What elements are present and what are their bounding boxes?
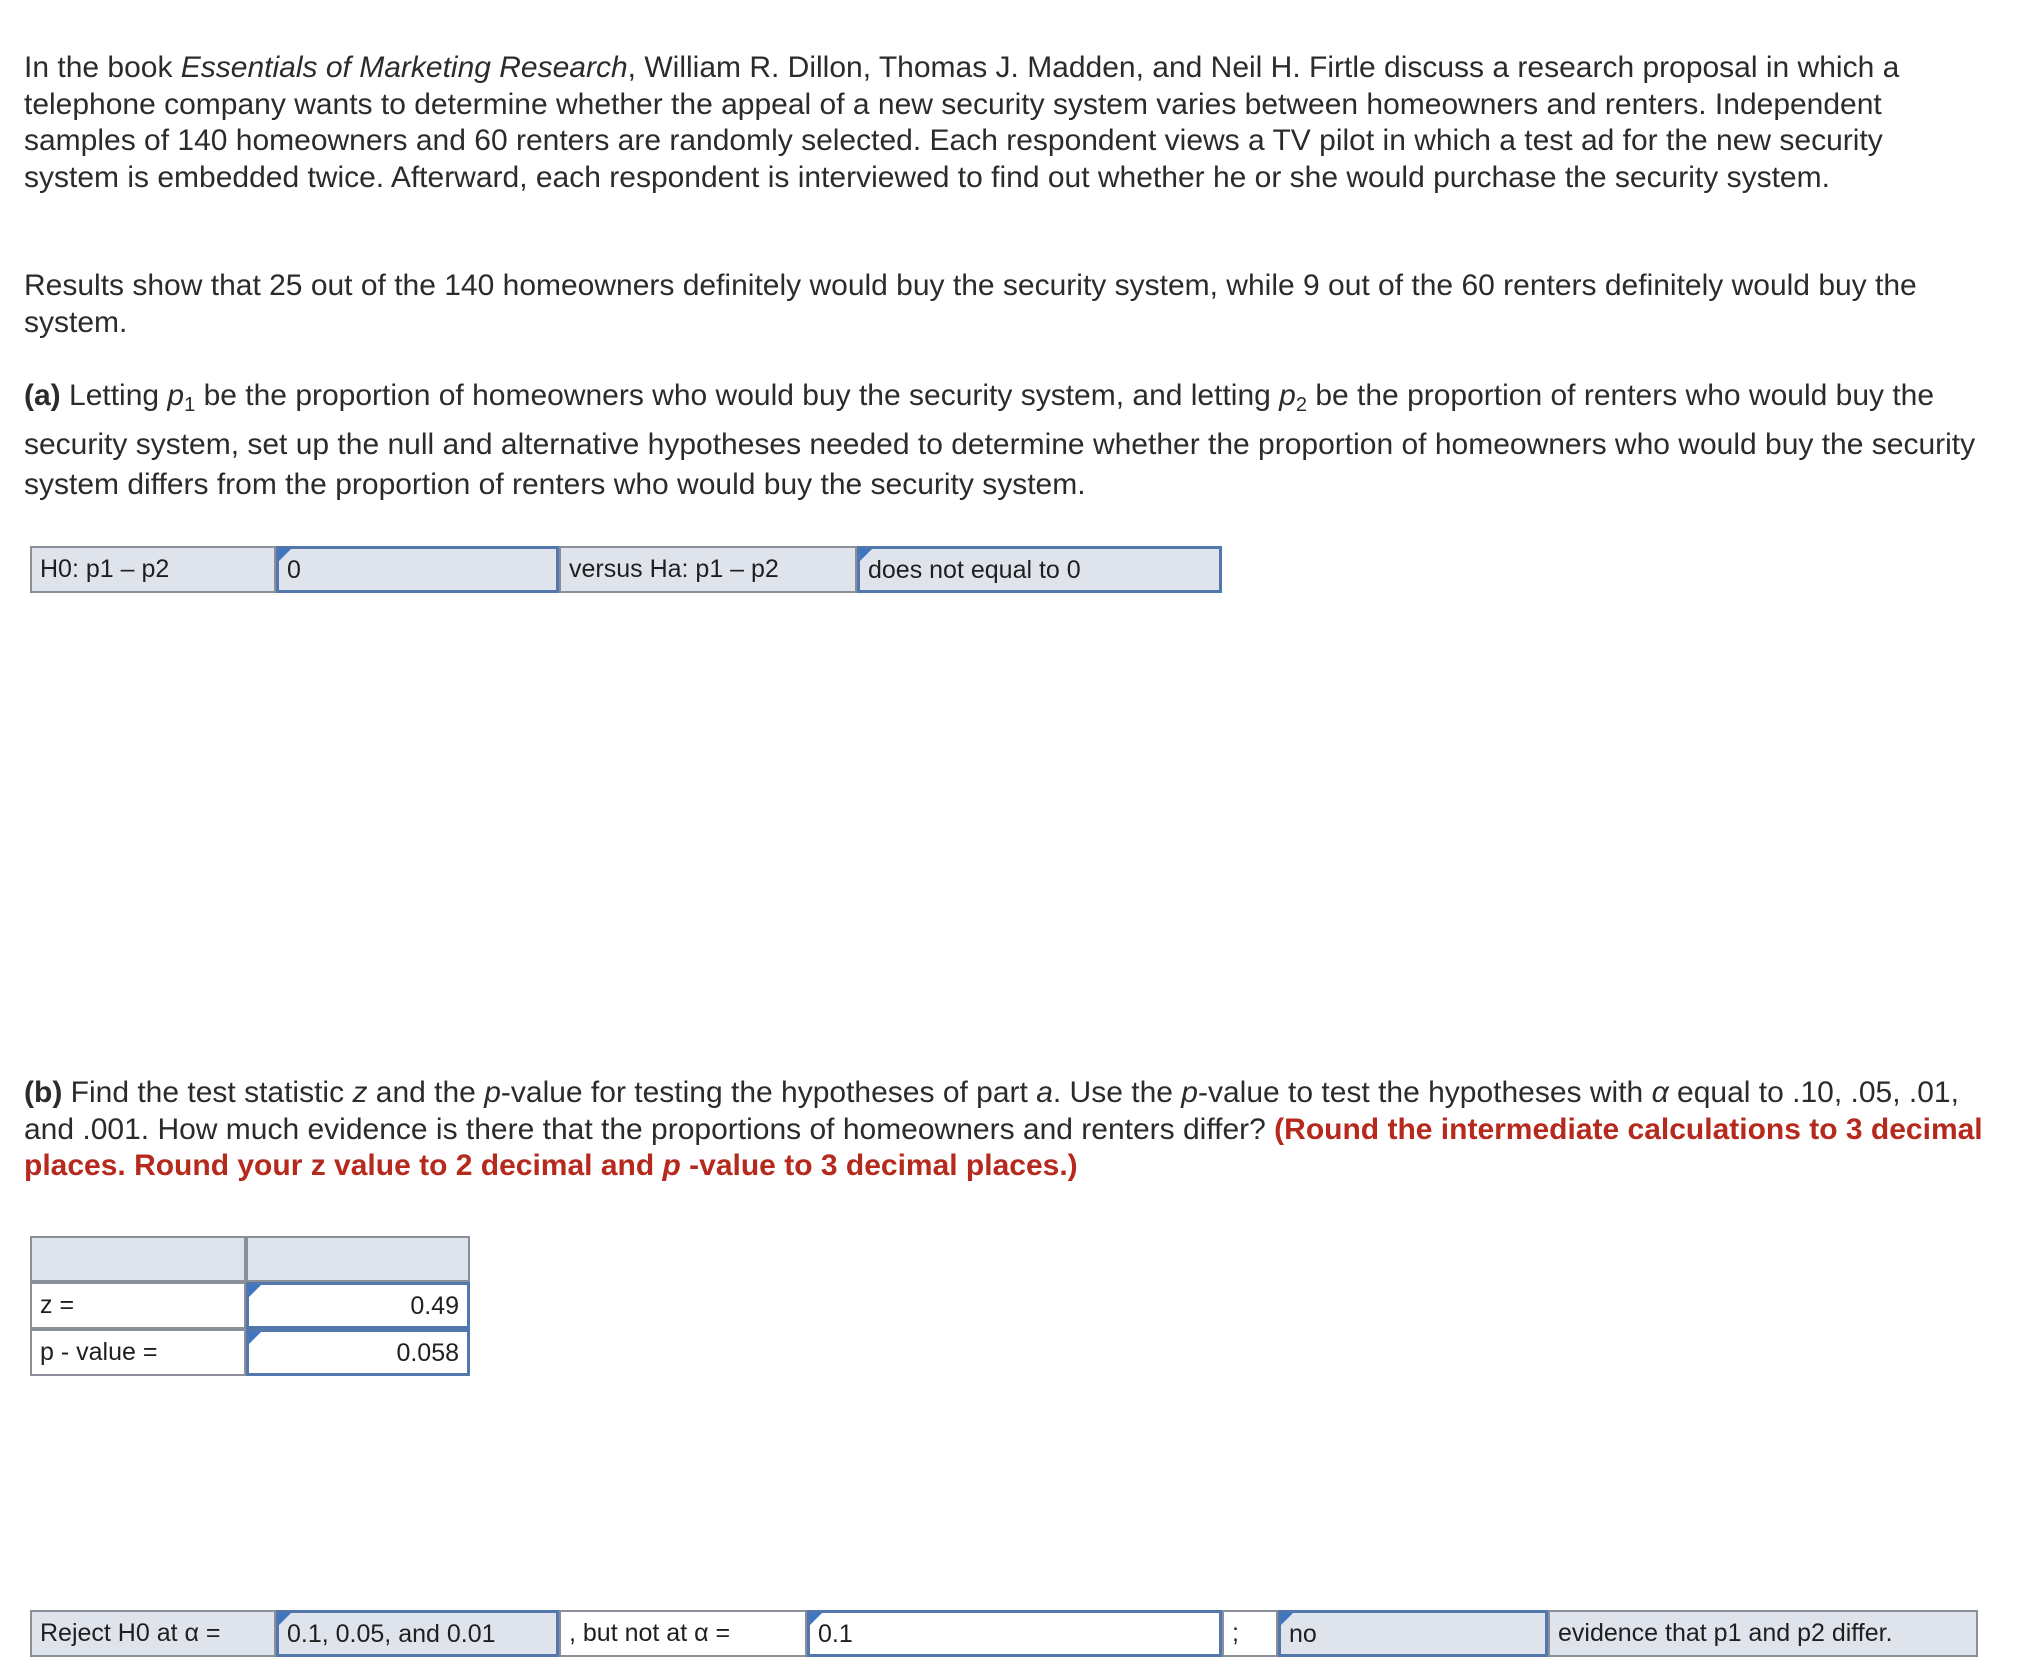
z-label: z = (30, 1282, 246, 1329)
h0-label: H0: p1 – p2 (30, 546, 276, 593)
p-value-input[interactable]: 0.058 (246, 1329, 470, 1376)
h0-value-select[interactable]: 0 (276, 546, 559, 593)
part-a-question: (a) Letting $p_1$ be the proportion of homeowners who would buy the security system, and letting $p_2$ be the proportion of renters who would buy the security system, set up the null and alternative hypotheses needed to determine whether the proportion of homeowners who would buy the security system differs from the proportion of renters who would buy the security system. (24, 379, 1976, 501)
part-b-question: (b) Find the test statistic z and the p-value for testing the hypotheses of part a. Use the p-value to test the hypotheses with α equal to .10, .05, .01, and .001. How much evidence is there that the proportions of homeowners and renters differ? (Round the intermediate calculations to 3 decimal places. Round your z value to 2 decimal and p -value to 3 decimal places.) (24, 1076, 1983, 1182)
table-header-cell (246, 1236, 470, 1282)
semicolon-label: ; (1222, 1610, 1278, 1657)
evidence-strength-select[interactable]: no (1278, 1610, 1548, 1657)
evidence-label: evidence that p1 and p2 differ. (1548, 1610, 1978, 1657)
reject-label: Reject H0 at α = (30, 1610, 276, 1657)
z-value-input[interactable]: 0.49 (246, 1282, 470, 1329)
table-header-cell (30, 1236, 246, 1282)
but-not-label: , but not at α = (559, 1610, 807, 1657)
problem-paragraph: In the book Essentials of Marketing Research, William R. Dillon, Thomas J. Madden, and Neil H. Firtle discuss a research proposal in which a telephone company wants to determine whether the appeal of a new security system varies between homeowners and renters. Independent samples of 140 homeowners and 60 renters are randomly selected. Each respondent views a TV pilot in which a test ad for the new security system is embedded twice. Afterward, each respondent is interviewed to find out whether he or she would purchase the security system. (24, 51, 1900, 194)
ha-value-select[interactable]: does not equal to 0 (857, 546, 1222, 593)
not-reject-alpha-select[interactable]: 0.1 (807, 1610, 1222, 1657)
reject-alpha-select[interactable]: 0.1, 0.05, and 0.01 (276, 1610, 559, 1657)
results-paragraph: Results show that 25 out of the 140 homeowners definitely would buy the security system, while 9 out of the 60 renters definitely would buy the system. (24, 269, 1917, 339)
p-value-label: p - value = (30, 1329, 246, 1376)
ha-label: versus Ha: p1 – p2 (559, 546, 857, 593)
